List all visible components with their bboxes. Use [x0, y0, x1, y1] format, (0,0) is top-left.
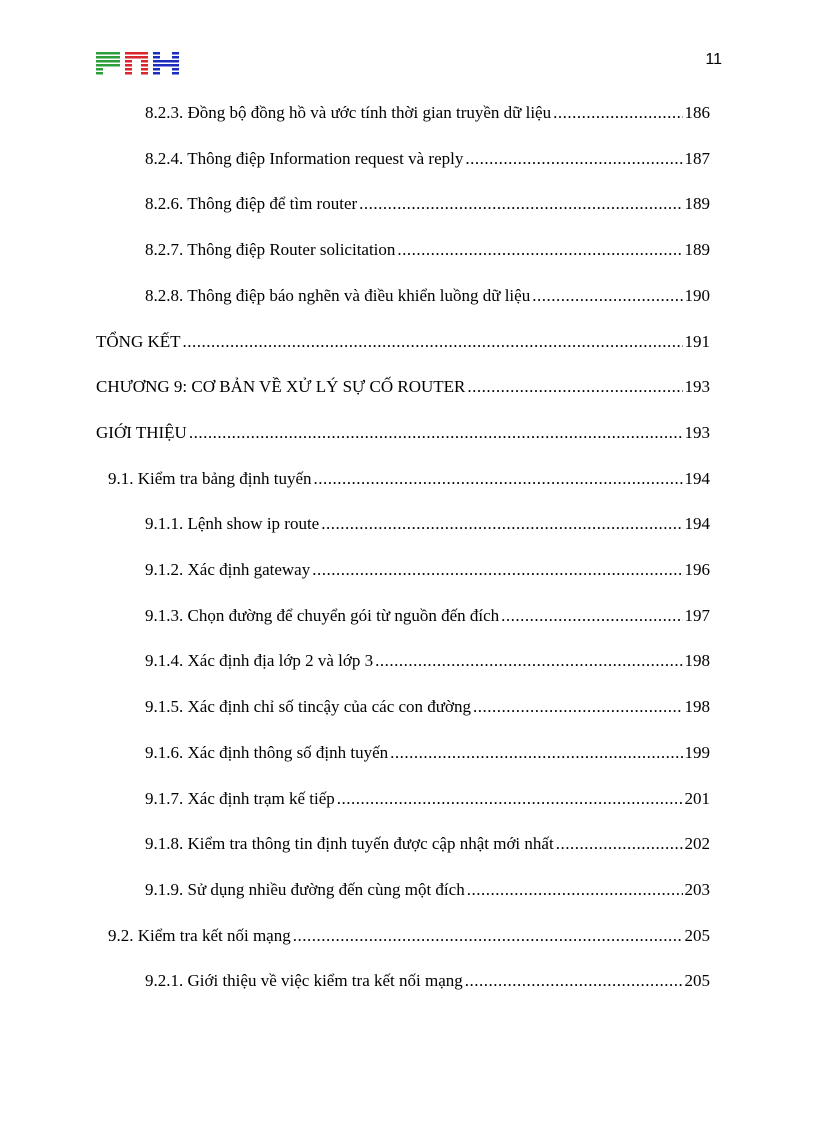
toc-entry-label: 8.2.6. Thông điệp để tìm router: [145, 194, 358, 214]
toc-entry-page: 197: [684, 605, 710, 625]
toc-dot-leader: [314, 468, 683, 490]
toc-entry-page: 189: [684, 194, 710, 214]
toc-entry-page: 189: [684, 240, 710, 260]
toc-entry[interactable]: [145, 742, 710, 764]
toc-entry-label: 8.2.7. Thông điệp Router solicitation: [145, 240, 396, 260]
page-number: 11: [705, 51, 722, 68]
toc-entry-page: 191: [684, 331, 710, 351]
toc-entry-page: 187: [684, 148, 710, 168]
toc-entry-page: 194: [684, 514, 710, 534]
toc-dot-leader: [467, 376, 682, 398]
toc-entry[interactable]: [96, 422, 710, 444]
toc-dot-leader: [337, 788, 683, 810]
toc-dot-leader: [293, 925, 683, 947]
toc-entry[interactable]: [108, 925, 710, 947]
toc-entry-page: 198: [684, 651, 710, 671]
toc-entry-label: 9.1.4. Xác định địa lớp 2 và lớp 3: [145, 651, 374, 671]
toc-entry-page: 193: [684, 377, 710, 397]
toc-entry-label: 9.2.1. Giới thiệu về việc kiểm tra kết nối mạng: [145, 971, 463, 991]
toc-entry-label: 8.2.3. Đồng bộ đồng hồ và ước tính thời gian truyền dữ liệu: [145, 103, 552, 122]
toc-entry-label: 9.2. Kiểm tra kết nối mạng: [108, 925, 291, 945]
toc-dot-leader: [397, 239, 682, 261]
toc-entry[interactable]: [145, 193, 710, 215]
toc-entry[interactable]: [96, 331, 710, 353]
toc-entry[interactable]: [145, 833, 710, 855]
toc-entry-page: 196: [684, 560, 710, 579]
toc-entry[interactable]: [145, 148, 710, 170]
toc-entry-page: 186: [684, 103, 710, 122]
toc-entry-page: 205: [684, 971, 710, 991]
toc-entry[interactable]: [145, 696, 710, 718]
toc-dot-leader: [473, 696, 683, 718]
toc-entry[interactable]: [108, 468, 710, 490]
toc-entry[interactable]: [145, 513, 710, 535]
toc-entry[interactable]: [145, 650, 710, 672]
toc-entry-label: 9.1.2. Xác định gateway: [145, 560, 311, 579]
toc-entry[interactable]: [145, 879, 710, 901]
toc-entry[interactable]: [145, 788, 710, 810]
toc-entry-page: 203: [684, 879, 710, 899]
toc-entry-page: 194: [684, 468, 710, 488]
toc-entry[interactable]: [145, 605, 710, 627]
toc-dot-leader: [312, 559, 682, 581]
toc-dot-leader: [556, 833, 683, 855]
toc-entry[interactable]: [96, 376, 710, 398]
toc-entry[interactable]: [145, 239, 710, 261]
toc-entry-label: GIỚI THIỆU: [96, 422, 187, 442]
toc-entry-page: 202: [684, 834, 710, 854]
toc-entry-page: 201: [684, 788, 710, 808]
toc-entry-label: 9.1. Kiểm tra bảng định tuyến: [108, 468, 312, 488]
toc-dot-leader: [183, 331, 683, 353]
toc-entry-label: 9.1.5. Xác định chỉ số tincậy của các con đường: [145, 697, 471, 717]
toc-dot-leader: [465, 970, 683, 992]
toc-entry-label: 9.1.8. Kiểm tra thông tin định tuyến được cập nhật mới nhất: [145, 834, 554, 854]
toc-entry[interactable]: [145, 970, 710, 992]
toc-entry-label: 9.1.9. Sử dụng nhiều đường đến cùng một đích: [145, 879, 465, 899]
toc-dot-leader: [189, 422, 683, 444]
toc-entry-label: 9.1.7. Xác định trạm kế tiếp: [145, 788, 335, 808]
toc-entry-label: TỔNG KẾT: [96, 331, 181, 351]
toc-dot-leader: [532, 285, 682, 307]
toc-dot-leader: [375, 650, 682, 672]
toc-entry-label: 8.2.4. Thông điệp Information request và reply: [145, 148, 464, 168]
toc-entry-label: 9.1.3. Chọn đường để chuyển gói từ nguồn đến đích: [145, 605, 500, 625]
toc-entry-label: CHƯƠNG 9: CƠ BẢN VỀ XỬ LÝ SỰ CỐ ROUTER: [96, 377, 466, 397]
toc-entry-page: 190: [684, 285, 710, 305]
toc-entry-page: 205: [684, 925, 710, 945]
toc-dot-leader: [390, 742, 682, 764]
toc-dot-leader: [467, 879, 683, 901]
toc-entry-label: 9.1.6. Xác định thông số định tuyến: [145, 742, 389, 762]
toc-entry-page: 198: [684, 697, 710, 717]
toc-entry-label: 9.1.1. Lệnh show ip route: [145, 514, 320, 534]
toc-entry[interactable]: [145, 102, 710, 124]
toc-entry[interactable]: [145, 559, 710, 581]
toc-entry[interactable]: [145, 285, 710, 307]
toc-dot-leader: [321, 513, 682, 535]
toc-entry-page: 193: [684, 422, 710, 442]
toc-dot-leader: [359, 193, 682, 215]
toc-entry-page: 199: [684, 742, 710, 762]
toc-entry-label: 8.2.8. Thông điệp báo nghẽn và điều khiển luồng dữ liệu: [145, 285, 531, 305]
toc-dot-leader: [501, 605, 682, 627]
toc-dot-leader: [465, 148, 682, 170]
toc-dot-leader: [553, 102, 682, 124]
